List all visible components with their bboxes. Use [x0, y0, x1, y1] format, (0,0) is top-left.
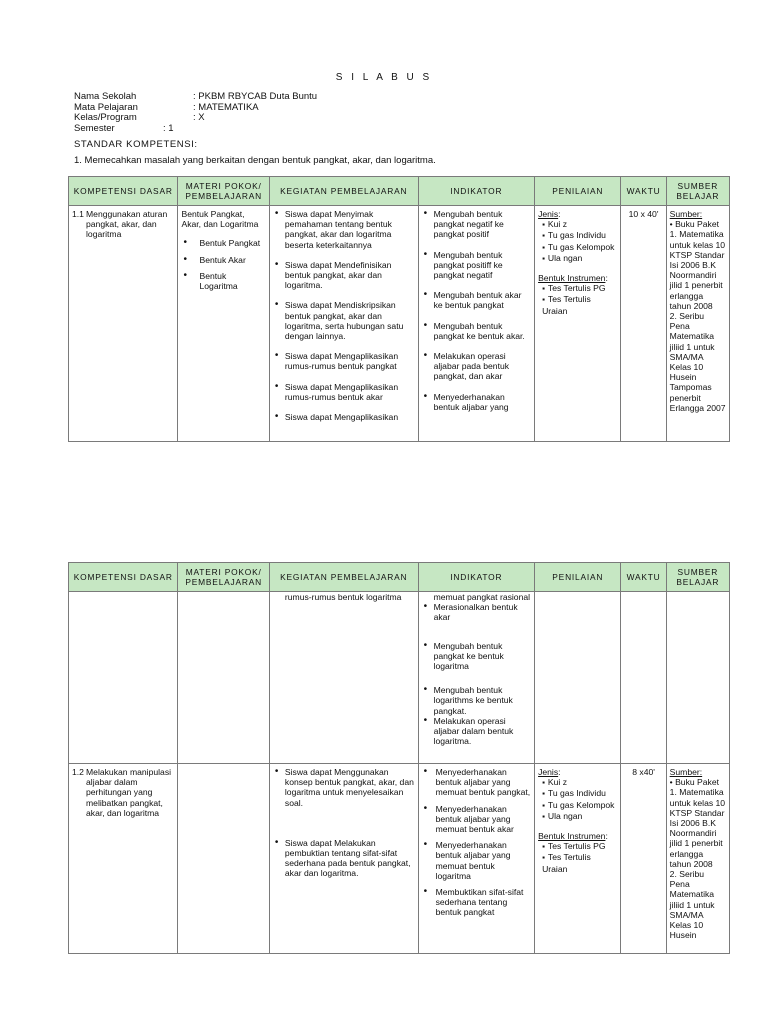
list-item: • Mengubah bentuk pangkat positiff ke pangkat negatif	[422, 250, 532, 281]
kd-cell	[69, 764, 178, 954]
list-item: • Siswa dapat Mengaplikasikan	[273, 412, 415, 422]
list-item: • Siswa dapat Menyimak pemahaman tentang bentuk pangkat, akar dan logaritma beserta keterkaitannya	[273, 209, 415, 250]
indikator-cell	[418, 592, 535, 764]
meta-value: : 1	[163, 122, 174, 134]
list-item: • Merasionalkan bentuk akar	[422, 602, 532, 622]
header-sumber-belajar: SUMBER BELAJAR	[666, 177, 729, 206]
list-item: • Siswa dapat Mendiskripsikan bentuk pangkat, akar dan logaritma, serta hubungan satu dengan lainnya.	[273, 300, 415, 341]
penilaian-item: ▪ Kui z	[538, 777, 617, 788]
sumber-label: Sumber:	[669, 209, 703, 219]
meta-label: Mata Pelajaran	[74, 101, 138, 113]
kegiatan-continuation: rumus-rumus bentuk logaritma	[284, 592, 402, 602]
table-header-row	[69, 563, 730, 592]
header-materi-pokok: MATERI POKOK/ PEMBELAJARAN	[178, 177, 269, 206]
waktu-cell: 8 x40'	[621, 764, 666, 954]
meta-value: : PKBM RBYCAB Duta Buntu	[193, 91, 318, 102]
header-materi-pokok: MATERI POKOK/ PEMBELAJARAN	[178, 563, 269, 592]
penilaian-item: ▪ Tu gas Kelompok	[538, 800, 617, 811]
meta-value: : MATEMATIKA	[193, 101, 259, 113]
meta-label: Kelas/Program	[74, 112, 137, 123]
list-item: • Siswa dapat Menggunakan konsep bentuk pangkat, akar, dan logaritma untuk menyelesaikan soal.	[273, 767, 415, 808]
meta-label: Nama Sekolah	[74, 91, 137, 102]
header-penilaian: PENILAIAN	[535, 563, 621, 592]
indikator-cell	[418, 206, 535, 442]
sumber-cell	[666, 764, 729, 954]
table-row	[69, 206, 730, 442]
kd-text: Menggunakan aturan pangkat, akar, dan logaritma	[86, 209, 168, 240]
sumber-text: • Buku Paket 1. Matematika untuk kelas 10 KTSP Standar Isi 2006 B.K Noormandiri jilid 1 penerbit erlangga tahun 2008	[669, 777, 726, 869]
penilaian-item: ▪ Kui z	[538, 219, 617, 230]
penilaian-item: ▪ Tes Tertulis Uraian	[538, 852, 617, 873]
indikator-continuation: memuat pangkat rasional	[433, 592, 531, 602]
list-item: • Siswa dapat Mengaplikasikan rumus-rumus bentuk akar	[273, 382, 415, 402]
kegiatan-cell	[269, 206, 418, 442]
penilaian-item: ▪ Tu gas Kelompok	[538, 242, 617, 253]
penilaian-item: ▪ Tes Tertulis Uraian	[538, 294, 617, 315]
list-item: • Bentuk Akar	[181, 255, 265, 265]
materi-cell	[178, 764, 269, 954]
standar-kompetensi-heading: STANDAR KOMPETENSI:	[74, 139, 198, 150]
list-item: • Siswa dapat Mengaplikasikan rumus-rumus bentuk pangkat	[273, 351, 415, 371]
list-item: • Membuktikan sifat-sifat sederhana tentang bentuk pangkat	[422, 887, 532, 918]
kd-number: 1.1	[72, 209, 84, 219]
document-title: S I L A B U S	[335, 72, 433, 83]
sumber-text: 2. Seribu Pena Matematika jiliid 1 untuk SMA/MA Kelas 10 Husein	[669, 869, 715, 941]
kd-number: 1.2	[72, 767, 84, 777]
list-item: • Menyederhanakan bentuk aljabar yang memuat bentuk pangkat,	[422, 767, 532, 798]
header-kompetensi-dasar: KOMPETENSI DASAR	[69, 177, 178, 206]
list-item: • Menyederhanakan bentuk aljabar yang	[422, 392, 532, 412]
kd-cell	[69, 206, 178, 442]
jenis-label: Jenis	[538, 209, 559, 219]
indikator-cell	[418, 764, 535, 954]
bentuk-label: Bentuk Instrumen	[538, 273, 606, 284]
penilaian-cell: Jenis: ▪ Kui z ▪ Tu gas Individu ▪ Tu gas Kelompok ▪ Ula ngan Bentuk Instrumen: ▪ Tes Tertulis PG ▪ Tes Tertulis Uraian	[535, 764, 621, 954]
penilaian-item: ▪ Ula ngan	[538, 811, 617, 822]
list-item: • Mengubah bentuk pangkat negatif ke pangkat positif	[422, 209, 532, 240]
kegiatan-cell	[269, 764, 418, 954]
list-item: • Bentuk Pangkat	[181, 238, 265, 248]
list-item: • Mengubah bentuk pangkat ke bentuk akar.	[422, 321, 532, 341]
list-item: • Menyederhanakan bentuk aljabar yang memuat bentuk logaritma	[422, 840, 532, 881]
meta-label: Semester	[74, 122, 115, 134]
header-sumber-belajar: SUMBER BELAJAR	[666, 563, 729, 592]
header-waktu: WAKTU	[621, 177, 666, 206]
syllabus-table-2	[68, 562, 730, 954]
list-item: • Melakukan operasi aljabar pada bentuk pangkat, dan akar	[422, 351, 532, 382]
table-header-row	[69, 177, 730, 206]
penilaian-item: ▪ Tes Tertulis PG	[538, 841, 617, 852]
standar-kompetensi-item: 1. Memecahkan masalah yang berkaitan dengan bentuk pangkat, akar, dan logaritma.	[74, 155, 436, 166]
penilaian-item: ▪ Tes Tertulis PG	[538, 283, 617, 294]
penilaian-item: ▪ Ula ngan	[538, 253, 617, 264]
waktu-cell: 10 x 40'	[621, 206, 666, 442]
sumber-text: • Buku Paket 1. Matematika untuk kelas 10 KTSP Standar Isi 2006 B.K Noormandiri jilid 1 penerbit erlangga tahun 2008	[669, 219, 726, 311]
header-penilaian: PENILAIAN	[535, 177, 621, 206]
header-indikator: INDIKATOR	[418, 563, 535, 592]
sumber-cell	[666, 206, 729, 442]
list-item: • Mengubah bentuk pangkat ke bentuk logaritma	[422, 641, 532, 672]
header-indikator: INDIKATOR	[418, 177, 535, 206]
sumber-text: 2. Seribu Pena Matematika jiliid 1 untuk SMA/MA Kelas 10 Husein Tampomas penerbit Erlangga 2007	[669, 311, 726, 413]
kd-text: Melakukan manipulasi aljabar dalam perhitungan yang melibatkan pangkat, akar, dan logaritma	[86, 767, 172, 818]
list-item: • Menyederhanakan bentuk aljabar yang memuat bentuk akar	[422, 804, 532, 835]
syllabus-table-1	[68, 176, 730, 442]
list-item: • Siswa dapat Melakukan pembuktian tentang sifat-sifat sederhana pada bentuk pangkat, akar dan logaritma.	[273, 838, 415, 879]
list-item: • Mengubah bentuk akar ke bentuk pangkat	[422, 290, 532, 310]
list-item: • Siswa dapat Mendefinisikan bentuk pangkat, akar dan logaritma.	[273, 260, 415, 291]
meta-value: : X	[193, 112, 205, 123]
list-item: • Bentuk Logaritma	[181, 271, 265, 291]
materi-cell	[178, 592, 269, 764]
table-row	[69, 764, 730, 954]
penilaian-cell	[535, 592, 621, 764]
materi-intro: Bentuk Pangkat, Akar, dan Logaritma	[181, 209, 259, 230]
bentuk-label: Bentuk Instrumen	[538, 831, 606, 842]
penilaian-item: ▪ Tu gas Individu	[538, 230, 617, 241]
header-kompetensi-dasar: KOMPETENSI DASAR	[69, 563, 178, 592]
table-row	[69, 592, 730, 764]
list-item: • Melakukan operasi aljabar dalam bentuk logaritma.	[422, 716, 532, 747]
penilaian-item: ▪ Tu gas Individu	[538, 788, 617, 799]
waktu-cell	[621, 592, 666, 764]
list-item: • Mengubah bentuk logarithms ke bentuk pangkat.	[422, 685, 532, 716]
header-kegiatan: KEGIATAN PEMBELAJARAN	[269, 177, 418, 206]
penilaian-cell: Jenis: ▪ Kui z ▪ Tu gas Individu ▪ Tu gas Kelompok ▪ Ula ngan Bentuk Instrumen: ▪ Tes Tertulis PG ▪ Tes Tertulis Uraian	[535, 206, 621, 442]
kegiatan-cell	[269, 592, 418, 764]
sumber-cell	[666, 592, 729, 764]
header-waktu: WAKTU	[621, 563, 666, 592]
header-kegiatan: KEGIATAN PEMBELAJARAN	[269, 563, 418, 592]
jenis-label: Jenis	[538, 767, 559, 777]
sumber-label: Sumber:	[669, 767, 703, 777]
materi-cell	[178, 206, 269, 442]
kd-cell	[69, 592, 178, 764]
